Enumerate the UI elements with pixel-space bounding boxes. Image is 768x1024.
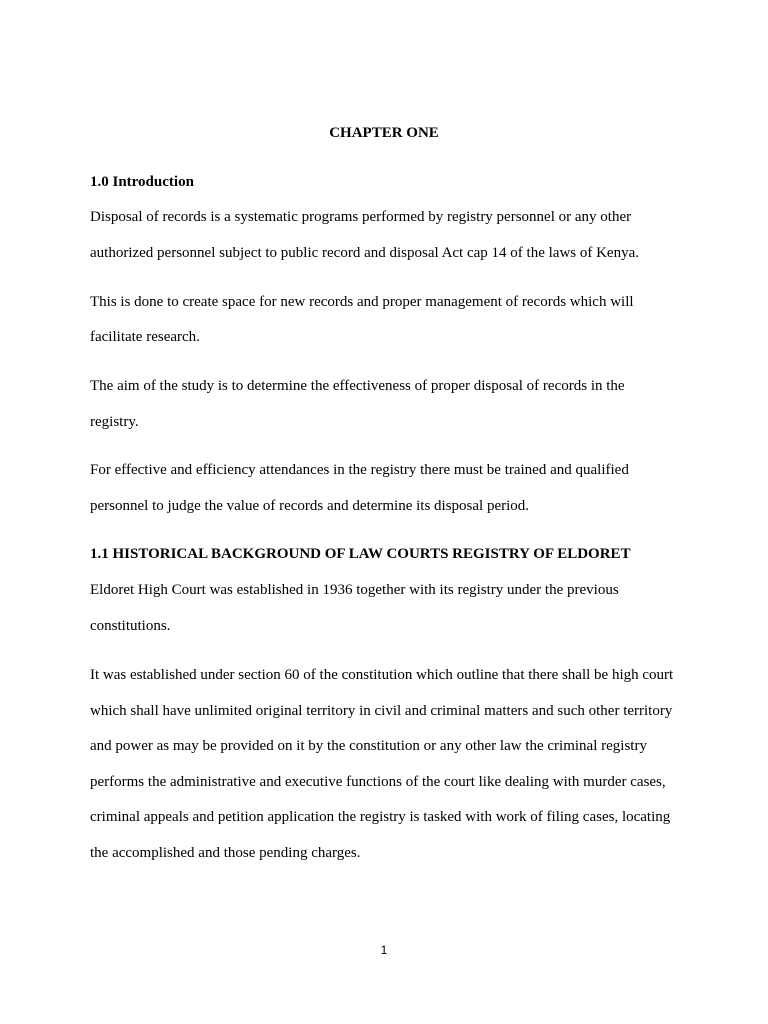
paragraph-line: the accomplished and those pending charges. <box>90 845 361 861</box>
paragraph-line: This is done to create space for new records and proper management of records which will <box>90 294 634 310</box>
paragraph-line: criminal appeals and petition application the registry is tasked with work of filing cases, locating <box>90 809 671 825</box>
paragraph-line: personnel to judge the value of records and determine its disposal period. <box>90 498 530 514</box>
paragraph-line: registry. <box>90 414 139 430</box>
paragraph-line: The aim of the study is to determine the effectiveness of proper disposal of records in the <box>90 378 625 394</box>
paragraph-line: which shall have unlimited original territory in civil and criminal matters and such other territory <box>90 703 673 719</box>
paragraph-line: facilitate research. <box>90 329 200 345</box>
paragraph-line: Eldoret High Court was established in 1936 together with its registry under the previous <box>90 582 619 598</box>
paragraph-line: authorized personnel subject to public record and disposal Act cap 14 of the laws of Kenya. <box>90 245 640 261</box>
history-heading: 1.1 HISTORICAL BACKGROUND OF LAW COURTS REGISTRY OF ELDORET <box>90 546 631 562</box>
page-number: 1 <box>380 943 388 957</box>
paragraph-line: constitutions. <box>90 618 171 634</box>
paragraph-line: Disposal of records is a systematic programs performed by registry personnel or any other <box>90 209 632 225</box>
paragraph-line: and power as may be provided on it by the constitution or any other law the criminal registry <box>90 738 647 754</box>
intro-heading: 1.0 Introduction <box>90 174 194 190</box>
paragraph-line: For effective and efficiency attendances in the registry there must be trained and qualified <box>90 462 629 478</box>
chapter-title: CHAPTER ONE <box>329 125 439 141</box>
paragraph-line: performs the administrative and executive functions of the court like dealing with murder cases, <box>90 774 666 790</box>
paragraph-line: It was established under section 60 of the constitution which outline that there shall be high court <box>90 667 674 683</box>
